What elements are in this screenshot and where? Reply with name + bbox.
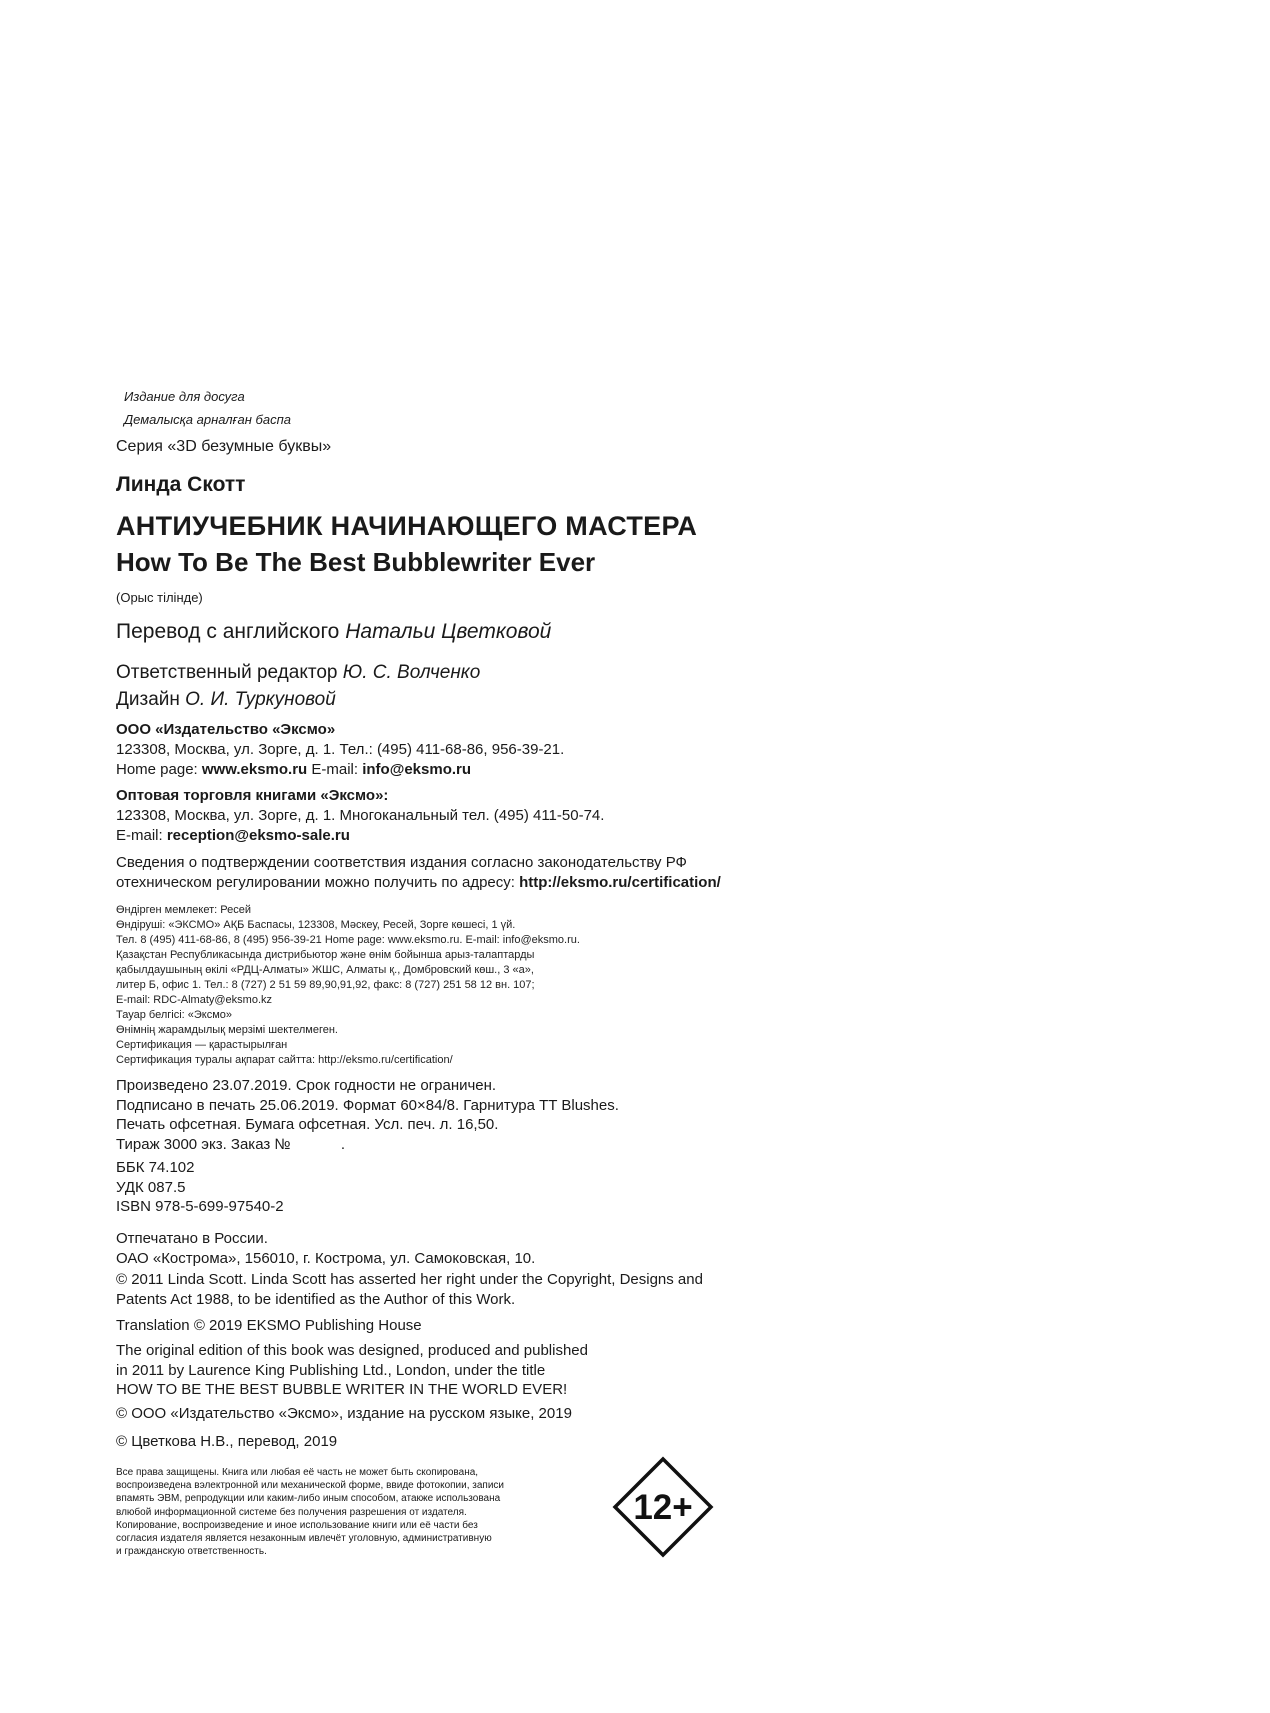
leisure-kz: Демалысқа арналған баспа bbox=[124, 412, 291, 427]
production-block bbox=[116, 1076, 619, 1155]
kz-line: литер Б, офис 1. Тел.: 8 (727) 2 51 59 89,90,91,92, факс: 8 (727) 251 58 12 вн. 107; bbox=[116, 979, 535, 991]
wholesale-address: 123308, Москва, ул. Зорге, д. 1. Многоканальный тел. (495) 411-50-74. bbox=[116, 807, 605, 824]
wholesale-block bbox=[116, 786, 604, 846]
rights-line: и гражданскую ответственность. bbox=[116, 1546, 267, 1558]
rights-reserved-notice bbox=[116, 1466, 504, 1558]
rights-line: согласия издателя является незаконным ивлечёт уголовную, административную bbox=[116, 1533, 492, 1545]
kz-line: Өндіруші: «ЭКСМО» АҚБ Баспасы, 123308, Мәскеу, Ресей, Зорге көшесі, 1 үй. bbox=[116, 919, 516, 931]
rights-line: Копирование, воспроизведение и иное использование книги или её части без bbox=[116, 1519, 478, 1531]
translation-credit bbox=[116, 620, 551, 644]
editor-line bbox=[116, 659, 480, 686]
age-rating-diamond bbox=[612, 1456, 714, 1558]
kz-line: Тел. 8 (495) 411-68-86, 8 (495) 956-39-21 Home page: www.eksmo.ru. E-mail: info@eksmo.ru. bbox=[116, 934, 580, 946]
original-edition-note bbox=[116, 1341, 588, 1400]
kz-line: Қазақстан Республикасында дистрибьютор және өнім бойынша арыз-талаптарды bbox=[116, 949, 535, 961]
author-name: Линда Скотт bbox=[116, 473, 246, 496]
certification-line-1: Сведения о подтверждении соответствия издания согласно законодательству РФ bbox=[116, 854, 687, 871]
kz-line: Сертификация — қарастырылған bbox=[116, 1039, 288, 1051]
wholesale-email-label: E-mail: bbox=[116, 827, 163, 844]
rights-line: Все права защищены. Книга или любая её часть не может быть скопирована, bbox=[116, 1467, 479, 1478]
kz-line: қабылдаушының өкілі «РДЦ-Алматы» ЖШС, Алматы қ., Домбровский көш., 3 «а», bbox=[116, 964, 534, 976]
translation-prefix: Перевод с английского bbox=[116, 620, 340, 643]
bbk-code: ББК 74.102 bbox=[116, 1159, 195, 1176]
design-prefix: Дизайн bbox=[116, 689, 180, 710]
translation-copyright: Translation © 2019 EKSMO Publishing House bbox=[116, 1317, 422, 1334]
kz-line: E-mail: RDC-Almaty@eksmo.kz bbox=[116, 994, 273, 1006]
certification-prefix: отехническом регулировании можно получить по адресу: bbox=[116, 874, 515, 891]
original-copyright bbox=[116, 1270, 703, 1309]
age-rating-badge bbox=[612, 1456, 714, 1558]
translator-copyright: © Цветкова Н.В., перевод, 2019 bbox=[116, 1433, 338, 1450]
udk-code: УДК 087.5 bbox=[116, 1178, 186, 1196]
publisher-contacts bbox=[116, 760, 564, 780]
rights-line: впамять ЭВМ, репродукции или каким-либо иным способом, атакже использована bbox=[116, 1493, 501, 1505]
classification-codes bbox=[116, 1158, 284, 1217]
design-line bbox=[116, 686, 480, 713]
editor-name: Ю. С. Волченко bbox=[342, 662, 481, 683]
original-edition-line: HOW TO BE THE BEST BUBBLE WRITER IN THE WORLD EVER! bbox=[116, 1381, 568, 1399]
wholesale-title: Оптовая торговля книгами «Эксмо»: bbox=[116, 787, 389, 804]
production-line: Печать офсетная. Бумага офсетная. Усл. печ. л. 16,50. bbox=[116, 1116, 499, 1134]
publisher-address: 123308, Москва, ул. Зорге, д. 1. Тел.: (495) 411-68-86, 956-39-21. bbox=[116, 741, 565, 758]
production-line: Подписано в печать 25.06.2019. Формат 60×84/8. Гарнитура TT Blushes. bbox=[116, 1096, 619, 1114]
leisure-edition-note bbox=[124, 385, 291, 431]
kazakh-info-block bbox=[116, 903, 580, 1068]
homepage-label: Home page: bbox=[116, 761, 198, 778]
order-suffix: . bbox=[340, 1136, 346, 1154]
kz-line: Өндірген мемлекет: Ресей bbox=[116, 904, 251, 916]
print-run: Тираж 3000 экз. Заказ № bbox=[116, 1136, 291, 1154]
kz-line: Сертификация туралы ақпарат сайтта: http://eksmo.ru/certification/ bbox=[116, 1054, 453, 1066]
wholesale-email-link[interactable]: reception@eksmo-sale.ru bbox=[166, 827, 350, 844]
rights-line: влюбой информационной системе без получения разрешения от издателя. bbox=[116, 1506, 467, 1518]
leisure-ru: Издание для досуга bbox=[124, 389, 245, 404]
printer-address: ОАО «Кострома», 156010, г. Кострома, ул. Самоковская, 10. bbox=[116, 1249, 536, 1267]
printer-block bbox=[116, 1229, 535, 1268]
series-line: Серия «3D безумные буквы» bbox=[116, 438, 332, 455]
email-link[interactable]: info@eksmo.ru bbox=[362, 761, 472, 778]
editor-prefix: Ответственный редактор bbox=[116, 662, 338, 683]
email-label: E-mail: bbox=[311, 761, 359, 778]
kz-line: Өнімнің жарамдылық мерзімі шектелмеген. bbox=[116, 1024, 338, 1036]
homepage-link[interactable]: www.eksmo.ru bbox=[201, 761, 308, 778]
rights-line: воспроизведена вэлектронной или механической форме, ввиде фотокопии, записи bbox=[116, 1480, 505, 1492]
age-rating-text: 12+ bbox=[633, 1488, 693, 1527]
publisher-name: ООО «Издательство «Эксмо» bbox=[116, 721, 336, 738]
copyright-line: Patents Act 1988, to be identified as the Author of this Work. bbox=[116, 1290, 516, 1308]
eksmo-copyright: © ООО «Издательство «Эксмо», издание на русском языке, 2019 bbox=[116, 1405, 572, 1422]
print-run-line bbox=[116, 1135, 619, 1155]
original-edition-line: The original edition of this book was designed, produced and published bbox=[116, 1342, 588, 1359]
certification-block bbox=[116, 853, 721, 893]
original-edition-line: in 2011 by Laurence King Publishing Ltd., London, under the title bbox=[116, 1361, 546, 1379]
certification-line-2 bbox=[116, 873, 721, 893]
designer-name: О. И. Туркуновой bbox=[185, 689, 336, 710]
kz-line: Тауар белгісі: «Эксмо» bbox=[116, 1009, 233, 1021]
book-title-ru: АНТИУЧЕБНИК НАЧИНАЮЩЕГО МАСТЕРА bbox=[116, 511, 698, 541]
translator-name: Натальи Цветковой bbox=[345, 620, 552, 643]
publisher-block bbox=[116, 720, 564, 780]
certification-url[interactable]: http://eksmo.ru/certification/ bbox=[519, 874, 721, 891]
copyright-line: © 2011 Linda Scott. Linda Scott has asserted her right under the Copyright, Designs and bbox=[116, 1271, 703, 1288]
production-line: Произведено 23.07.2019. Срок годности не ограничен. bbox=[116, 1077, 497, 1094]
wholesale-contacts bbox=[116, 826, 604, 846]
language-note: (Орыс тілінде) bbox=[116, 590, 203, 605]
editorial-credits bbox=[116, 659, 480, 713]
isbn: ISBN 978-5-699-97540-2 bbox=[116, 1198, 284, 1216]
book-title-en: How To Be The Best Bubblewriter Ever bbox=[116, 547, 596, 577]
printed-in: Отпечатано в России. bbox=[116, 1230, 268, 1247]
